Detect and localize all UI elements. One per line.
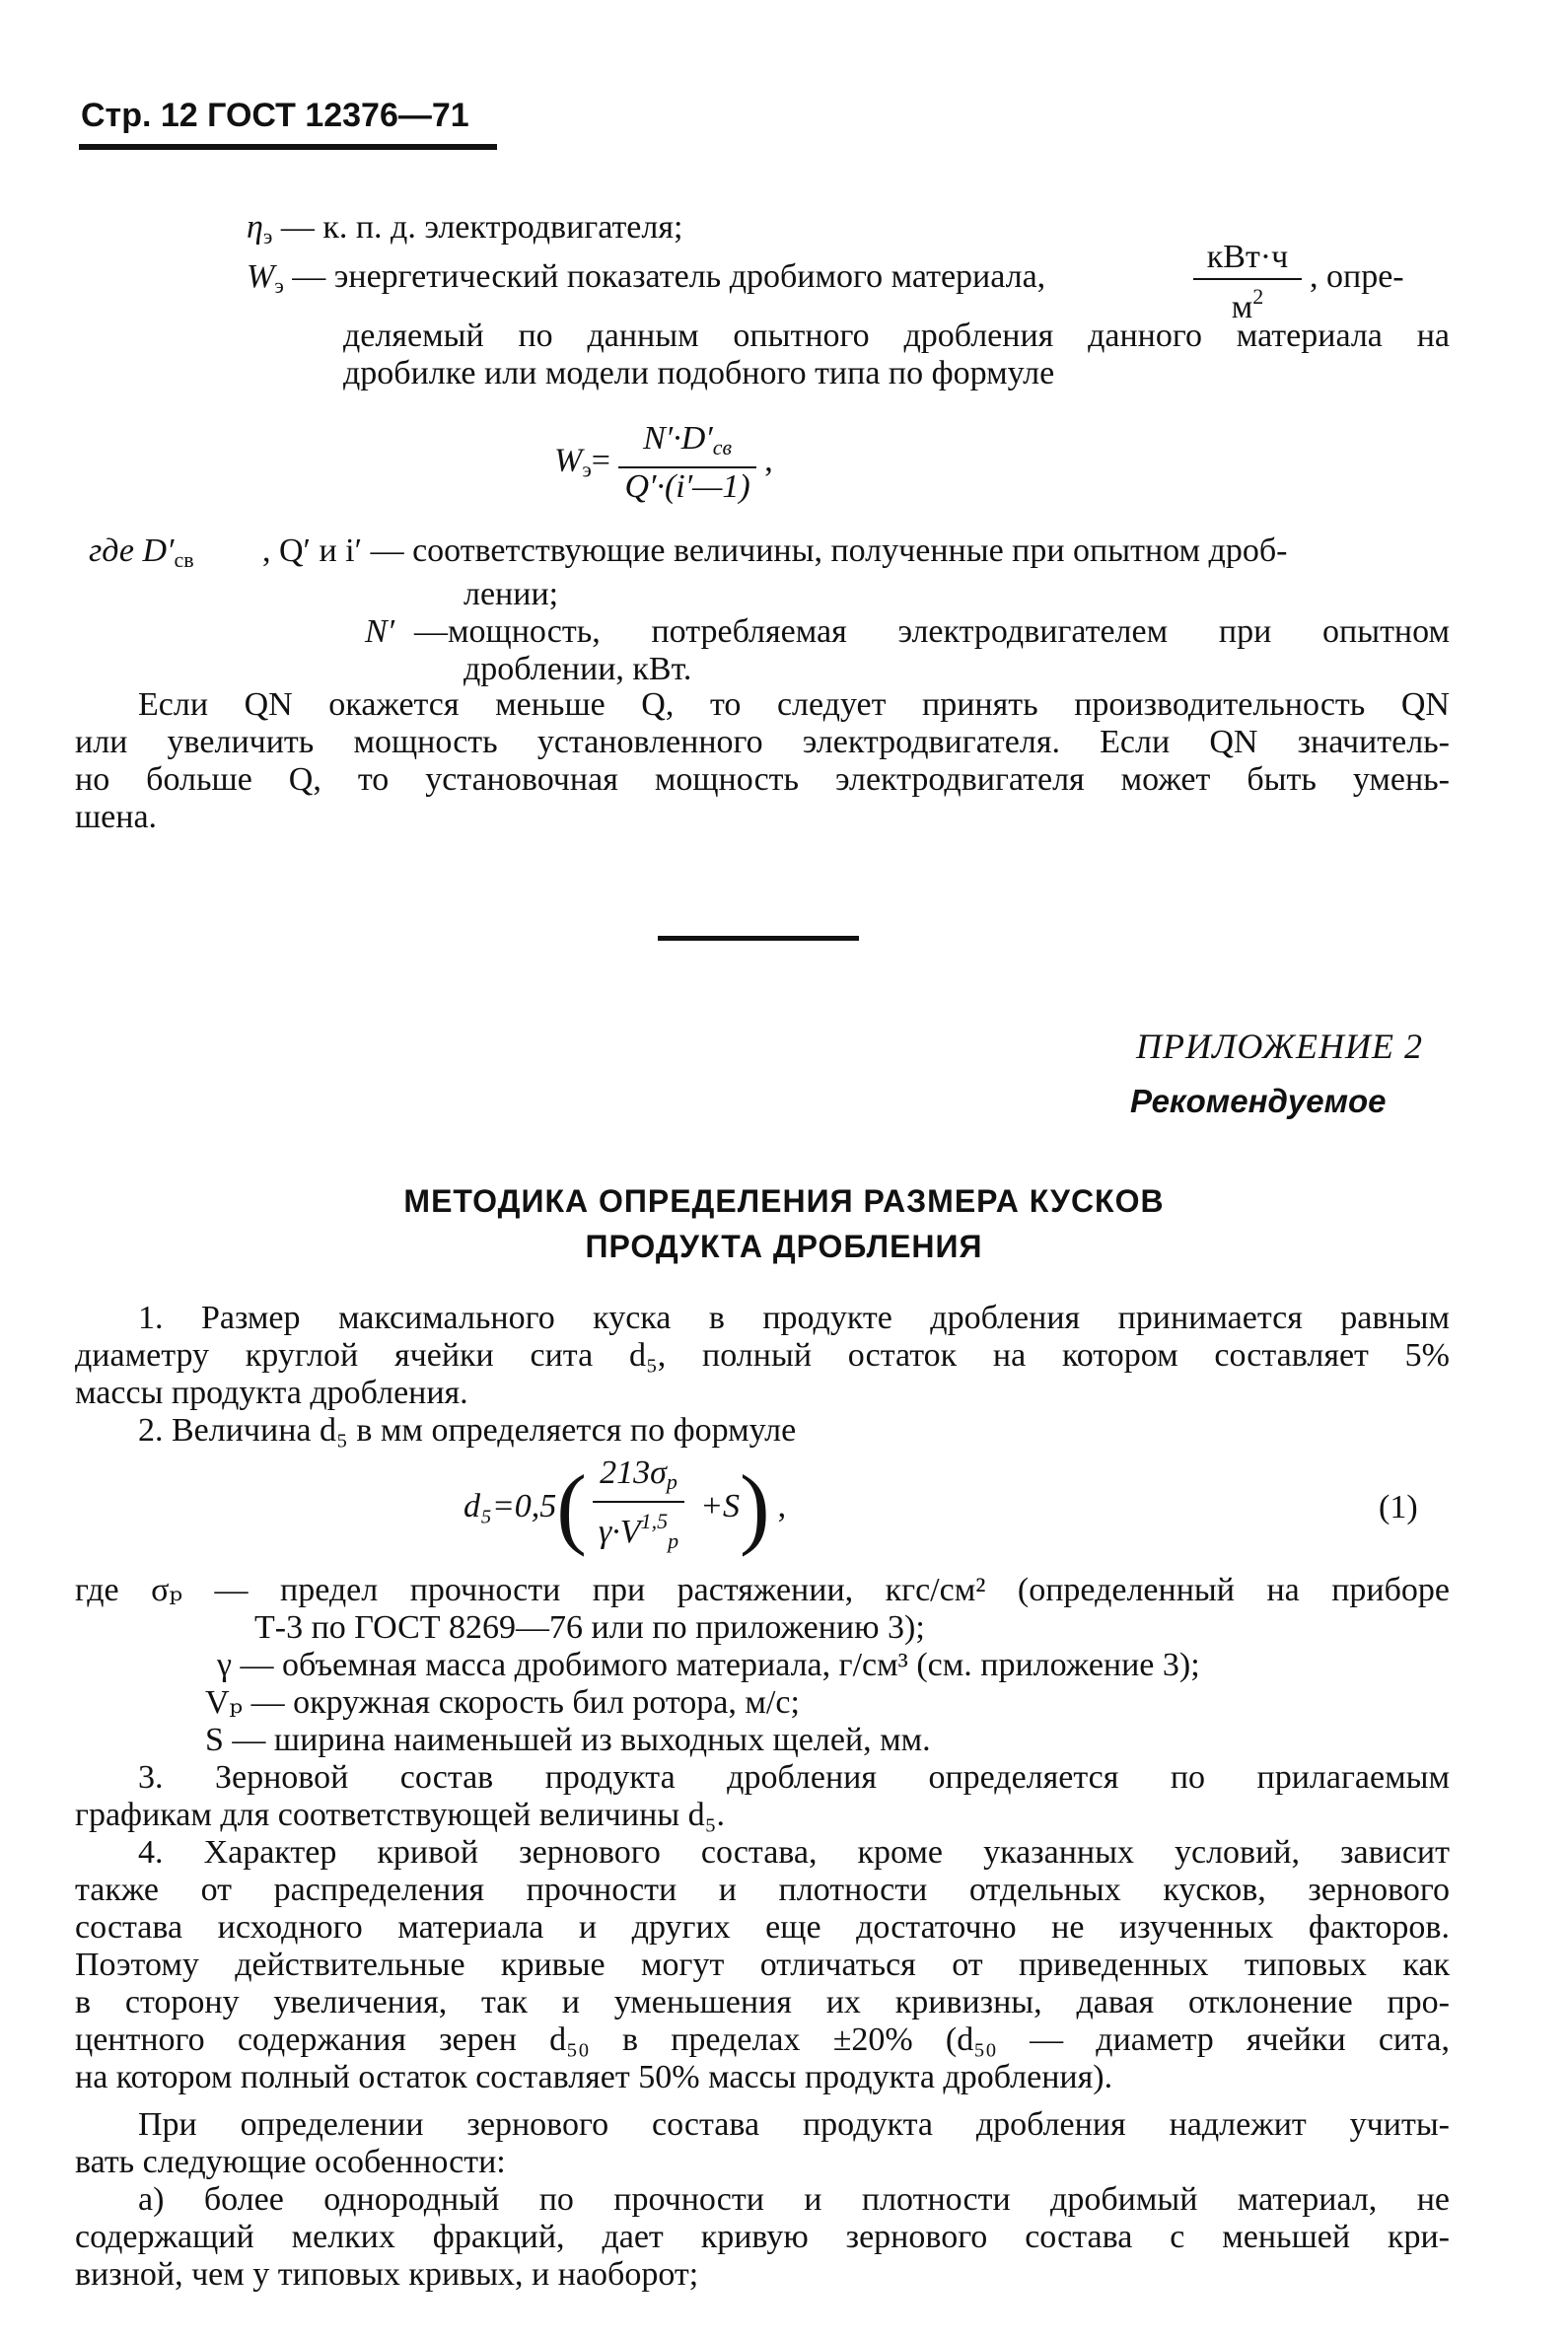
item-4-line-1: 4. Характер кривой зернового состава, кроме указанных условий, зависит	[138, 1834, 1450, 1871]
eta-sub: э	[262, 224, 273, 248]
formula-w	[554, 420, 773, 506]
item-1-line-3: массы продукта дробления.	[75, 1375, 468, 1411]
formula-d5-den: γ·V	[598, 1513, 641, 1550]
formula-w-fraction	[618, 420, 755, 506]
item-2-line-1: 2. Величина d₅ в мм определяется по формуле	[138, 1412, 797, 1449]
w-unit-num: кВт·ч	[1193, 239, 1302, 280]
item-3-line-1: 3. Зерновой состав продукта дробления определяется по прилагаемым	[138, 1759, 1450, 1796]
paragraph-a-line-2: содержащий мелких фракций, дает кривую зернового состава с меньшей кри-	[75, 2219, 1450, 2255]
appendix-label: ПРИЛОЖЕНИЕ 2	[1136, 1027, 1423, 1066]
item-1-line-1: 1. Размер максимального куска в продукте дробления принимается равным	[138, 1300, 1450, 1336]
n-symbol: N′	[365, 613, 395, 650]
where-line-1: , Q′ и i′ — соответствующие величины, полученные при опытном дроб-	[262, 532, 1288, 569]
w-unit-den-sup: 2	[1252, 284, 1264, 309]
eta-definition	[247, 209, 682, 255]
paragraph-q-line-2: или увеличить мощность установленного электродвигателя. Если QN значитель-	[75, 724, 1450, 760]
w-sub: э	[274, 273, 284, 298]
section-separator	[658, 936, 859, 941]
formula-w-eq: =	[591, 442, 610, 479]
paragraph-q-line-3: но больше Q, то установочная мощность электродвигателя может быть умень-	[75, 761, 1450, 798]
w-unit-fraction	[1193, 239, 1302, 324]
w-symbol: W	[247, 258, 275, 295]
formula-d5-den-sup: 1,5	[640, 1508, 669, 1533]
eta-text: — к. п. д. электродвигателя;	[280, 209, 683, 246]
where-line-2: лении;	[463, 576, 559, 612]
formula-d5-fraction	[593, 1454, 684, 1560]
where-lead-symbol: где D′	[89, 532, 175, 569]
item-1-line-2: диаметру круглой ячейки сита d₅, полный остаток на котором составляет 5%	[75, 1337, 1450, 1374]
paragraph-q-line-1: Если QN окажется меньше Q, то следует принять производительность QN	[138, 686, 1450, 723]
paragraph-5-line-1: При определении зернового состава продукта дробления надлежит учиты-	[138, 2106, 1450, 2143]
item-4-line-2: также от распределения прочности и плотности отдельных кусков, зернового	[75, 1872, 1450, 1908]
paragraph-a-line-3: визной, чем у типовых кривых, и наоборот;	[75, 2256, 699, 2293]
formula-d5-number: (1)	[1379, 1489, 1418, 1525]
where-lead-sub: св	[174, 547, 194, 572]
formula-d5-num-sub: p	[666, 1468, 677, 1494]
formula-d5-paren-close: )	[740, 1456, 770, 1557]
appendix-title-line-2: ПРОДУКТА ДРОБЛЕНИЯ	[585, 1229, 983, 1264]
n-line-1: —мощность, потребляемая электродвигателем при опытном	[414, 613, 1450, 650]
w-unit-den: м	[1231, 289, 1253, 325]
formula-w-num-sub: св	[712, 435, 733, 460]
item-4-line-4: Поэтому действительные кривые могут отличаться от приведенных типовых как	[75, 1947, 1450, 1983]
paragraph-5-line-2: вать следующие особенности:	[75, 2144, 506, 2180]
formula-d5-paren-open: (	[556, 1456, 587, 1557]
n-line-2: дроблении, кВт.	[463, 651, 692, 687]
appendix-status: Рекомендуемое	[1130, 1083, 1387, 1119]
item-4-line-3: состава исходного материала и других еще достаточно не изученных факторов.	[75, 1909, 1450, 1946]
where-lead	[89, 532, 194, 579]
appendix-title-line-1: МЕТОДИКА ОПРЕДЕЛЕНИЯ РАЗМЕРА КУСКОВ	[403, 1183, 1165, 1219]
formula-d5	[463, 1453, 787, 1557]
formula-d5-plus: +S	[700, 1488, 741, 1524]
formula-w-num: N′·D′	[643, 420, 713, 457]
formula-w-lhs: W	[554, 442, 583, 479]
w-text: — энергетический показатель дробимого материала,	[292, 258, 1046, 295]
item-4-line-6: центного содержания зерен d₅₀ в пределах ±20% (d₅₀ — диаметр ячейки сита,	[75, 2021, 1450, 2058]
item-3-line-2: графикам для соответствующей величины d₅.	[75, 1797, 725, 1833]
formula-w-den: Q′·(i′—1)	[624, 468, 750, 505]
where-s: S — ширина наименьшей из выходных щелей, мм.	[205, 1722, 931, 1758]
item-4-line-7: на котором полный остаток составляет 50% массы продукта дробления).	[75, 2059, 1113, 2095]
where-gamma: γ — объемная масса дробимого материала, г/см³ (см. приложение 3);	[217, 1647, 1200, 1683]
formula-d5-trail: ,	[777, 1488, 787, 1524]
page-header: Стр. 12 ГОСТ 12376—71	[81, 97, 469, 134]
where-sigma-line-2: Т-3 по ГОСТ 8269—76 или по приложению 3);	[254, 1609, 925, 1646]
formula-d5-lhs: d₅=0,5	[463, 1488, 557, 1524]
eta-symbol: η	[247, 209, 263, 246]
where-sigma-line-1: где σₚ — предел прочности при растяжении, кгс/см² (определенный на приборе	[75, 1572, 1450, 1608]
w-text-end: , опре-	[1310, 258, 1404, 295]
formula-d5-den-sub: p	[668, 1527, 679, 1553]
w-line-3: дробилке или модели подобного типа по формуле	[343, 355, 1055, 391]
formula-w-lhs-sub: э	[582, 457, 592, 482]
formula-d5-num: 213σ	[600, 1453, 667, 1491]
formula-w-trail: ,	[764, 442, 773, 479]
paragraph-q-line-4: шена.	[75, 799, 158, 835]
paragraph-a-line-1: а) более однородный по прочности и плотности дробимый материал, не	[138, 2181, 1450, 2218]
w-line-2: деляемый по данным опытного дробления данного материала на	[343, 318, 1450, 354]
item-4-line-5: в сторону увеличения, так и уменьшения их кривизны, давая отклонение про-	[75, 1984, 1450, 2020]
header-rule	[79, 144, 497, 150]
where-vp: Vₚ — окружная скорость бил ротора, м/с;	[205, 1684, 800, 1721]
w-definition	[247, 258, 1045, 305]
